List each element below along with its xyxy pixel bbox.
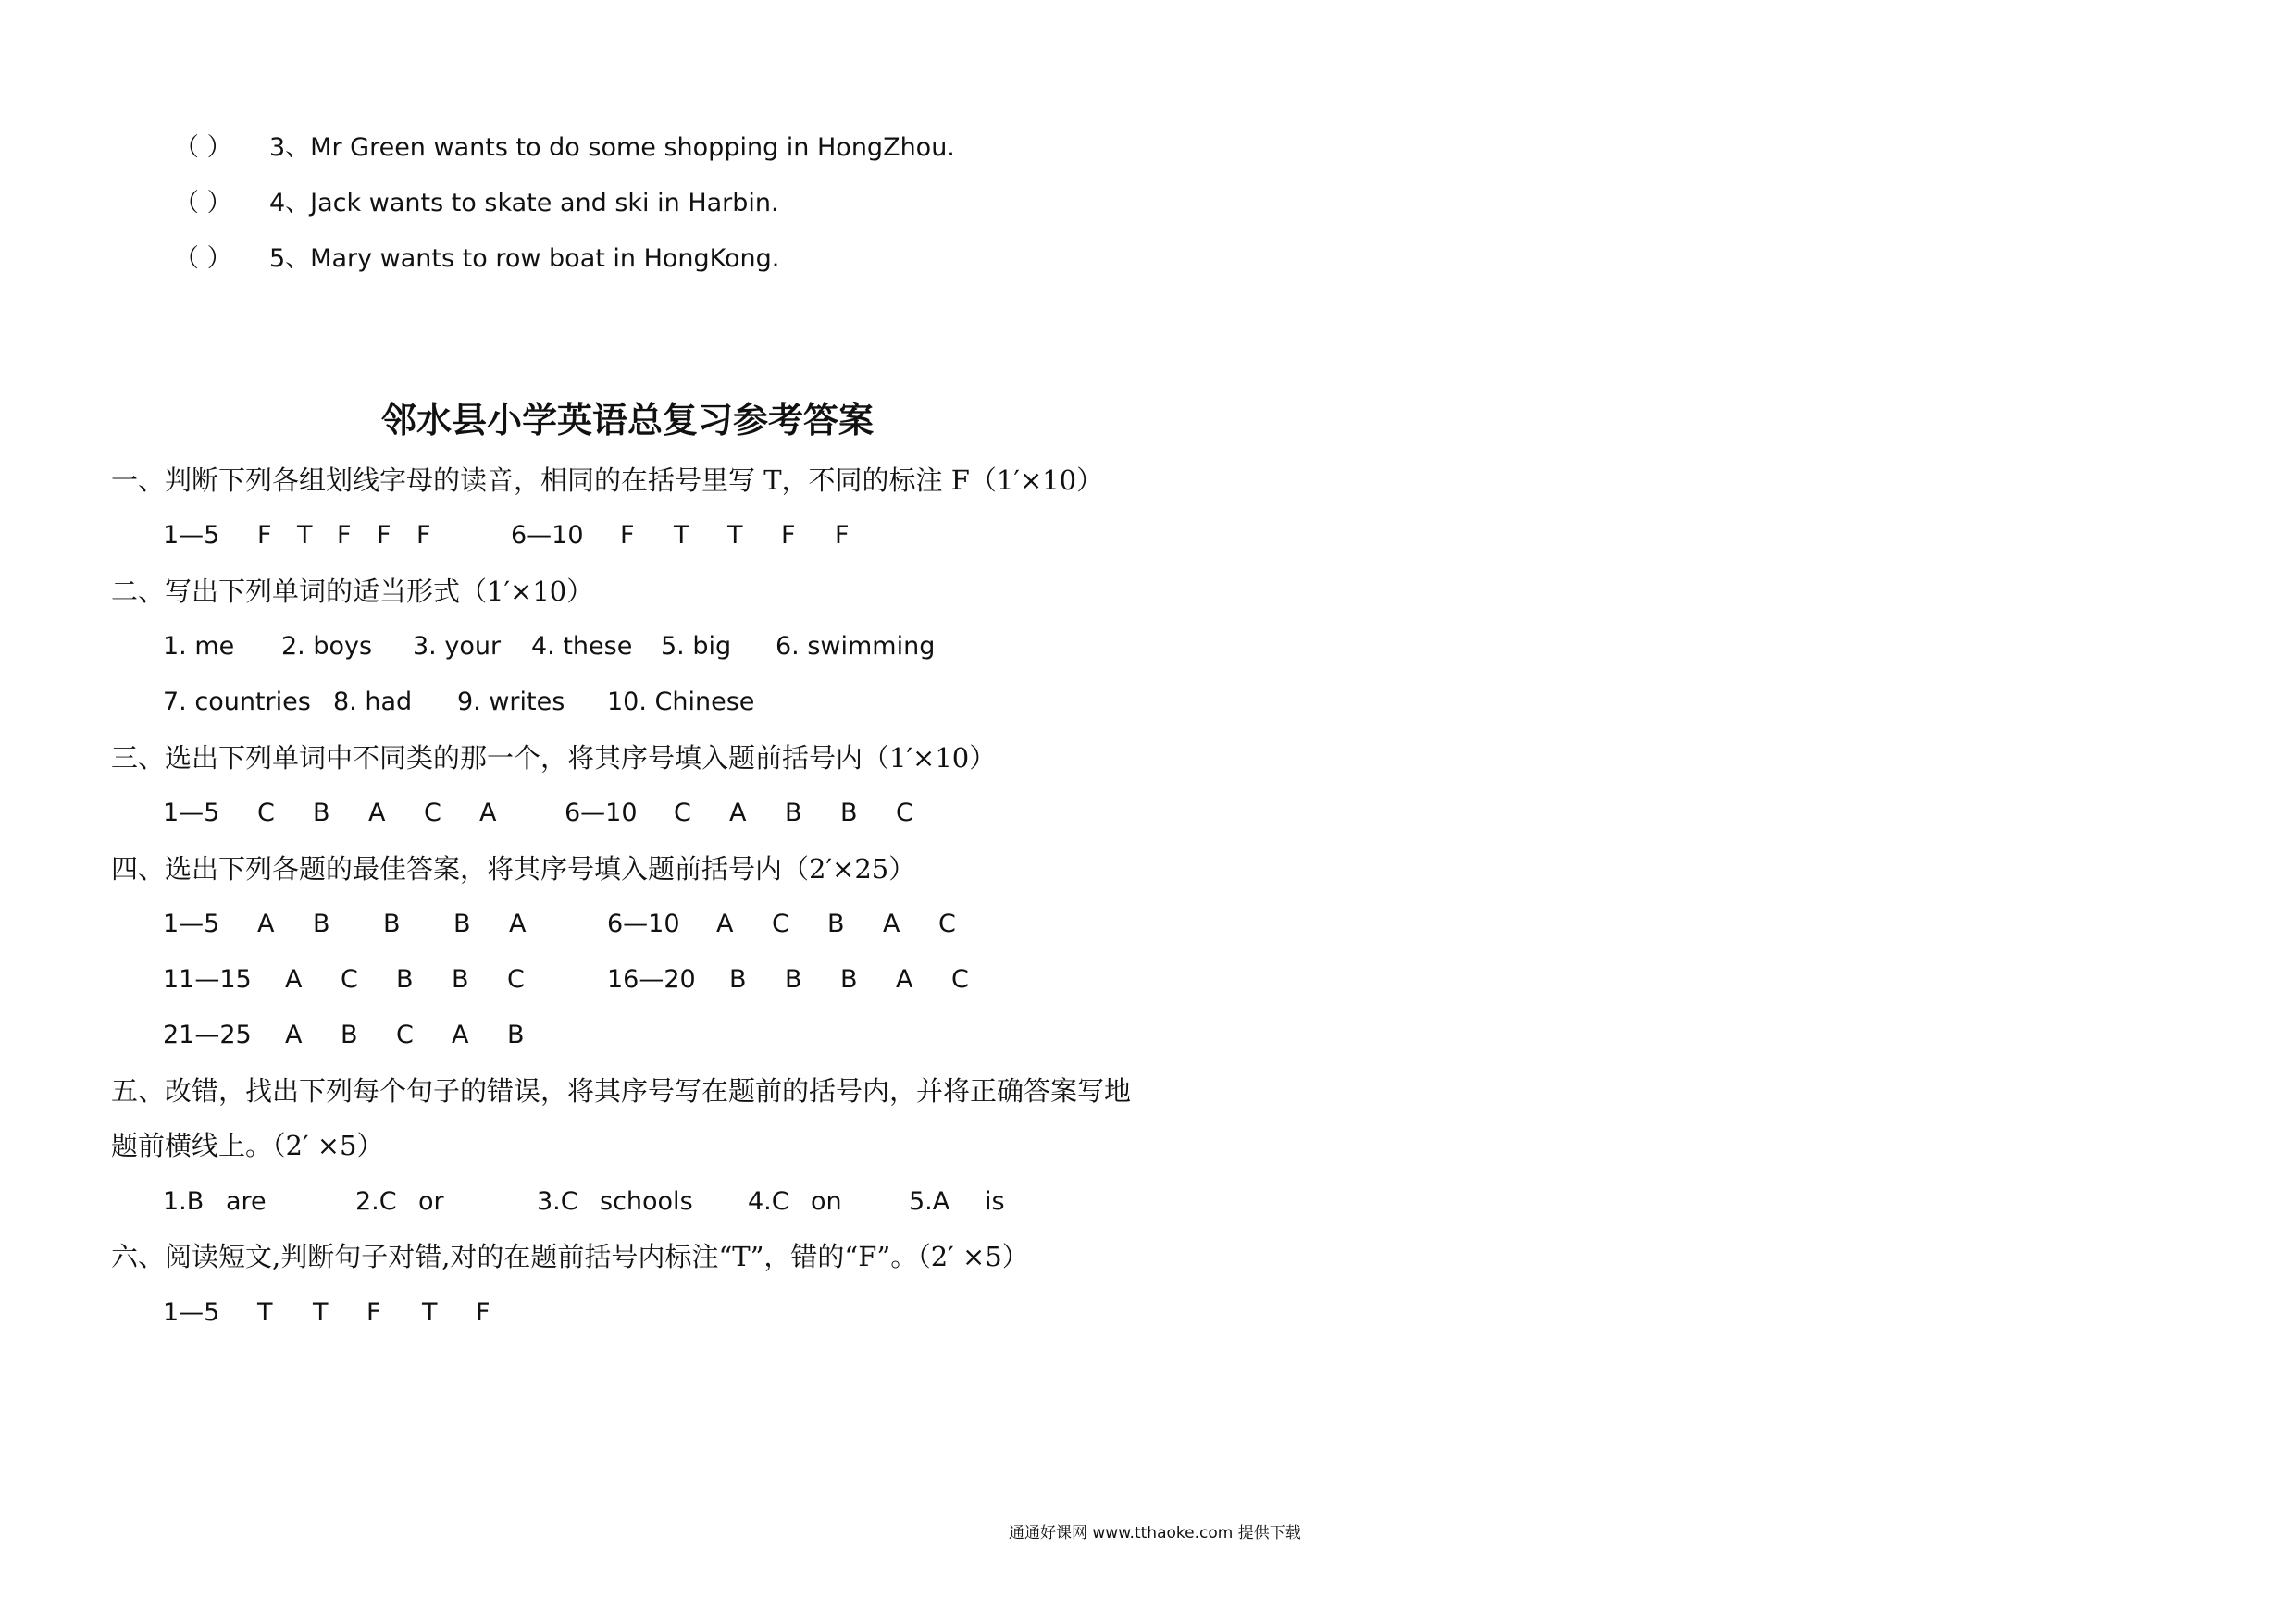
answer-cell: F	[366, 1298, 381, 1327]
section-5-heading-line-1: 五、改错，找出下列每个句子的错误，将其序号写在题前的括号内，并将正确答案写地	[111, 1075, 1132, 1107]
answer-cell: A	[729, 799, 747, 827]
answer-cell: 9. writes	[457, 688, 565, 716]
answer-cell: A	[257, 910, 275, 938]
tf-item-text: 4、Jack wants to skate and ski in Harbin.	[269, 189, 779, 217]
answer-cell: C	[772, 910, 789, 938]
answer-cell: F	[620, 521, 635, 550]
answer-cell: 6. swimming	[776, 632, 936, 661]
answer-cell: B	[453, 910, 471, 938]
section-3-heading: 三、选出下列单词中不同类的那一个，将其序号填入题前括号内（1′×10）	[111, 742, 997, 774]
tf-item-text: 3、Mr Green wants to do some shopping in HongZhou.	[269, 133, 955, 162]
answer-cell: B	[827, 910, 845, 938]
answer-cell: F	[781, 521, 796, 550]
answer-cell: A	[285, 965, 303, 994]
answer-cell: T	[297, 521, 313, 550]
answer-title: 邻水县小学英语总复习参考答案	[381, 400, 875, 440]
answer-cell: is	[985, 1187, 1005, 1216]
answer-cell: B	[840, 965, 858, 994]
answer-cell: F	[416, 521, 431, 550]
answer-cell: on	[811, 1187, 842, 1216]
answer-cell: B	[785, 965, 802, 994]
range-label: 16—20	[607, 965, 696, 994]
range-label: 1—5	[163, 799, 220, 827]
answer-cell: A	[452, 1021, 469, 1049]
answer-cell: C	[424, 799, 441, 827]
answer-cell: A	[285, 1021, 303, 1049]
tf-item-text: 5、Mary wants to row boat in HongKong.	[269, 244, 780, 273]
answer-cell: 3.C	[537, 1187, 578, 1216]
range-label: 1—5	[163, 910, 220, 938]
answer-cell: schools	[600, 1187, 693, 1216]
answer-cell: C	[674, 799, 691, 827]
answer-cell: 1.B	[163, 1187, 205, 1216]
range-label: 11—15	[163, 965, 252, 994]
answer-cell: C	[951, 965, 969, 994]
answer-cell: A	[479, 799, 497, 827]
answer-cell: F	[337, 521, 352, 550]
answer-cell: C	[938, 910, 956, 938]
answer-cell: A	[509, 910, 527, 938]
answer-cell: 7. countries	[163, 688, 311, 716]
answer-cell: B	[729, 965, 747, 994]
answer-cell: B	[452, 965, 469, 994]
answer-cell: F	[476, 1298, 490, 1327]
answer-cell: F	[377, 521, 391, 550]
answer-cell: C	[507, 965, 525, 994]
answer-cell: C	[896, 799, 913, 827]
answer-cell: 4. these	[531, 632, 633, 661]
answer-cell: B	[313, 799, 330, 827]
answer-cell: B	[396, 965, 414, 994]
range-label: 6—10	[565, 799, 638, 827]
range-label: 21—25	[163, 1021, 252, 1049]
answer-cell: A	[368, 799, 386, 827]
answer-cell: 10. Chinese	[607, 688, 755, 716]
answer-cell: F	[835, 521, 850, 550]
answer-cell: 3. your	[413, 632, 502, 661]
answer-cell: F	[257, 521, 272, 550]
answer-cell: T	[674, 521, 689, 550]
answer-cell: 1. me	[163, 632, 235, 661]
range-label: 6—10	[607, 910, 680, 938]
answer-cell: 5.A	[909, 1187, 950, 1216]
answer-paren[interactable]: （ ）	[174, 189, 232, 217]
section-6-heading: 六、阅读短文,判断句子对错,对的在题前括号内标注“T”，错的“F”。（2′ ×5）	[111, 1241, 1029, 1272]
range-label: 1—5	[163, 521, 220, 550]
answer-cell: C	[341, 965, 358, 994]
answer-cell: T	[257, 1298, 273, 1327]
answer-cell: T	[422, 1298, 438, 1327]
answer-cell: 2. boys	[281, 632, 373, 661]
answer-cell: 2.C	[355, 1187, 397, 1216]
answer-cell: or	[418, 1187, 444, 1216]
answer-paren[interactable]: （ ）	[174, 244, 232, 273]
section-4-heading: 四、选出下列各题的最佳答案，将其序号填入题前括号内（2′×25）	[111, 853, 916, 885]
answer-cell: A	[883, 910, 900, 938]
answer-cell: B	[341, 1021, 358, 1049]
answer-cell: A	[896, 965, 913, 994]
range-label: 1—5	[163, 1298, 220, 1327]
section-5-heading-line-2: 题前横线上。（2′ ×5）	[111, 1130, 384, 1161]
section-2-heading: 二、写出下列单词的适当形式（1′×10）	[111, 576, 594, 607]
answer-cell: B	[840, 799, 858, 827]
section-1-heading: 一、判断下列各组划线字母的读音，相同的在括号里写 T，不同的标注 F（1′×10）	[111, 465, 1104, 496]
answer-cell: 5. big	[661, 632, 732, 661]
page-footer: 通通好课网 www.tthaoke.com 提供下载	[1009, 1524, 1301, 1542]
answer-cell: C	[257, 799, 275, 827]
answer-cell: C	[396, 1021, 414, 1049]
answer-cell: B	[383, 910, 401, 938]
answer-cell: 8. had	[333, 688, 413, 716]
answer-cell: B	[785, 799, 802, 827]
answer-cell: are	[226, 1187, 267, 1216]
range-label: 6—10	[511, 521, 584, 550]
answer-paren[interactable]: （ ）	[174, 133, 232, 162]
answer-cell: T	[313, 1298, 329, 1327]
answer-cell: T	[727, 521, 743, 550]
answer-cell: A	[716, 910, 734, 938]
answer-cell: 4.C	[748, 1187, 789, 1216]
answer-cell: B	[313, 910, 330, 938]
answer-cell: B	[507, 1021, 525, 1049]
